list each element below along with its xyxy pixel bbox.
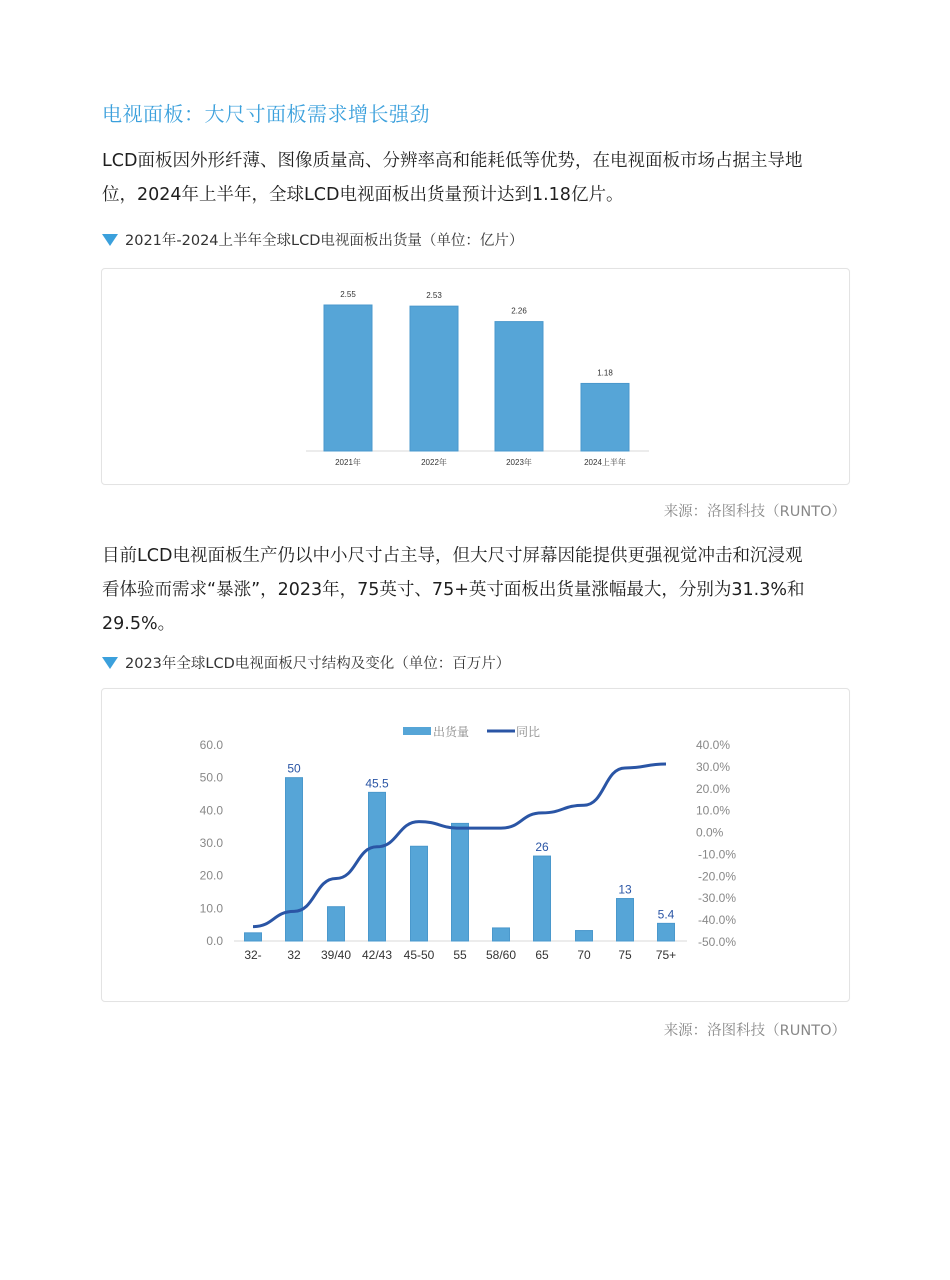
x-tick-label: 2023年 <box>506 458 532 467</box>
x-tick-label: 32- <box>244 948 262 962</box>
data-label: 2.55 <box>340 290 356 299</box>
caption-text: 2023年全球LCD电视面板尺寸结构及变化（单位：百万片） <box>125 656 511 672</box>
bar <box>617 899 634 941</box>
left-axis-tick: 60.0 <box>199 738 223 752</box>
x-tick-label: 55 <box>453 948 467 962</box>
bar <box>369 792 386 941</box>
x-tick-label: 75 <box>618 948 632 962</box>
bar <box>493 928 510 941</box>
section-title: 电视面板：大尺寸面板需求增长强劲 <box>102 102 430 126</box>
chart1-frame <box>101 268 850 485</box>
x-tick-label: 2021年 <box>335 458 361 467</box>
x-tick-label: 70 <box>577 948 591 962</box>
size-paragraph <box>102 539 852 641</box>
bar <box>495 322 543 451</box>
x-tick-label: 42/43 <box>361 948 393 962</box>
paragraph-line: 位，2024年上半年，全球LCD电视面板出货量预计达到1.18亿片。 <box>102 185 624 205</box>
data-label: 1.18 <box>597 368 613 378</box>
legend-bar-swatch <box>403 727 431 735</box>
x-tick-label: 65 <box>535 948 549 962</box>
data-label: 50 <box>287 761 301 776</box>
chart1-caption <box>102 229 523 250</box>
right-axis-tick: -30.0% <box>698 891 737 906</box>
bar <box>245 933 262 941</box>
left-axis-tick: 40.0 <box>199 803 223 818</box>
size-structure-combo-chart <box>102 689 849 1001</box>
bar <box>581 383 629 451</box>
right-axis-tick: -10.0% <box>698 847 737 862</box>
data-label: 45.5 <box>365 776 389 791</box>
x-tick-label: 32 <box>287 948 301 962</box>
right-axis-tick: -50.0% <box>698 935 737 949</box>
bar <box>411 846 428 941</box>
bar <box>576 931 593 941</box>
right-axis-tick: 20.0% <box>696 781 731 796</box>
paragraph-line: 目前LCD电视面板生产仍以中小尺寸占主导，但大尺寸屏幕因能提供更强视觉冲击和沉浸观 <box>102 546 803 566</box>
bar <box>410 306 458 451</box>
bar <box>324 305 372 451</box>
bar <box>534 856 551 941</box>
bar <box>452 823 469 941</box>
right-axis-tick: 0.0% <box>696 825 724 840</box>
data-label: 2.26 <box>511 306 527 316</box>
bar <box>286 778 303 941</box>
right-axis-tick: -40.0% <box>698 913 737 928</box>
paragraph-line: 看体验而需求“暴涨”，2023年，75英寸、75+英寸面板出货量涨幅最大，分别为31.3%和 <box>102 580 805 600</box>
bar <box>328 907 345 941</box>
intro-paragraph <box>102 144 852 212</box>
data-label: 13 <box>618 882 632 897</box>
data-label: 2.53 <box>426 291 442 301</box>
bar <box>658 923 675 941</box>
triangle-down-icon <box>102 657 118 669</box>
right-axis-tick: 40.0% <box>696 738 731 752</box>
left-axis-tick: 0.0 <box>206 934 223 948</box>
chart2-frame <box>101 688 850 1002</box>
chart2-caption <box>102 652 510 673</box>
shipment-bar-chart <box>102 269 849 484</box>
right-axis-tick: 30.0% <box>696 759 731 774</box>
paragraph-line: LCD面板因外形纤薄、图像质量高、分辨率高和能耗低等优势，在电视面板市场占据主导地 <box>102 151 803 171</box>
left-axis-tick: 30.0 <box>199 836 223 850</box>
x-tick-label: 75+ <box>655 948 677 962</box>
triangle-down-icon <box>102 234 118 246</box>
x-tick-label: 58/60 <box>485 948 517 962</box>
right-axis-tick: 10.0% <box>696 803 731 818</box>
x-tick-label: 45-50 <box>403 948 435 962</box>
x-tick-label: 2022年 <box>421 458 447 467</box>
x-tick-label: 2024上半年 <box>584 458 626 467</box>
data-label: 5.4 <box>657 907 675 922</box>
source-label: 来源：洛图科技（RUNTO） <box>663 504 846 520</box>
paragraph-line: 29.5%。 <box>102 614 176 634</box>
left-axis-tick: 20.0 <box>199 868 223 883</box>
source-label: 来源：洛图科技（RUNTO） <box>663 1023 846 1039</box>
data-label: 26 <box>535 840 549 855</box>
left-axis-tick: 10.0 <box>199 901 223 916</box>
caption-text: 2021年-2024上半年全球LCD电视面板出货量（单位：亿片） <box>125 233 524 249</box>
legend-label: 同比 <box>516 725 541 739</box>
x-tick-label: 39/40 <box>320 948 352 962</box>
right-axis-tick: -20.0% <box>698 869 737 884</box>
left-axis-tick: 50.0 <box>199 770 223 785</box>
legend-label: 出货量 <box>433 725 470 739</box>
